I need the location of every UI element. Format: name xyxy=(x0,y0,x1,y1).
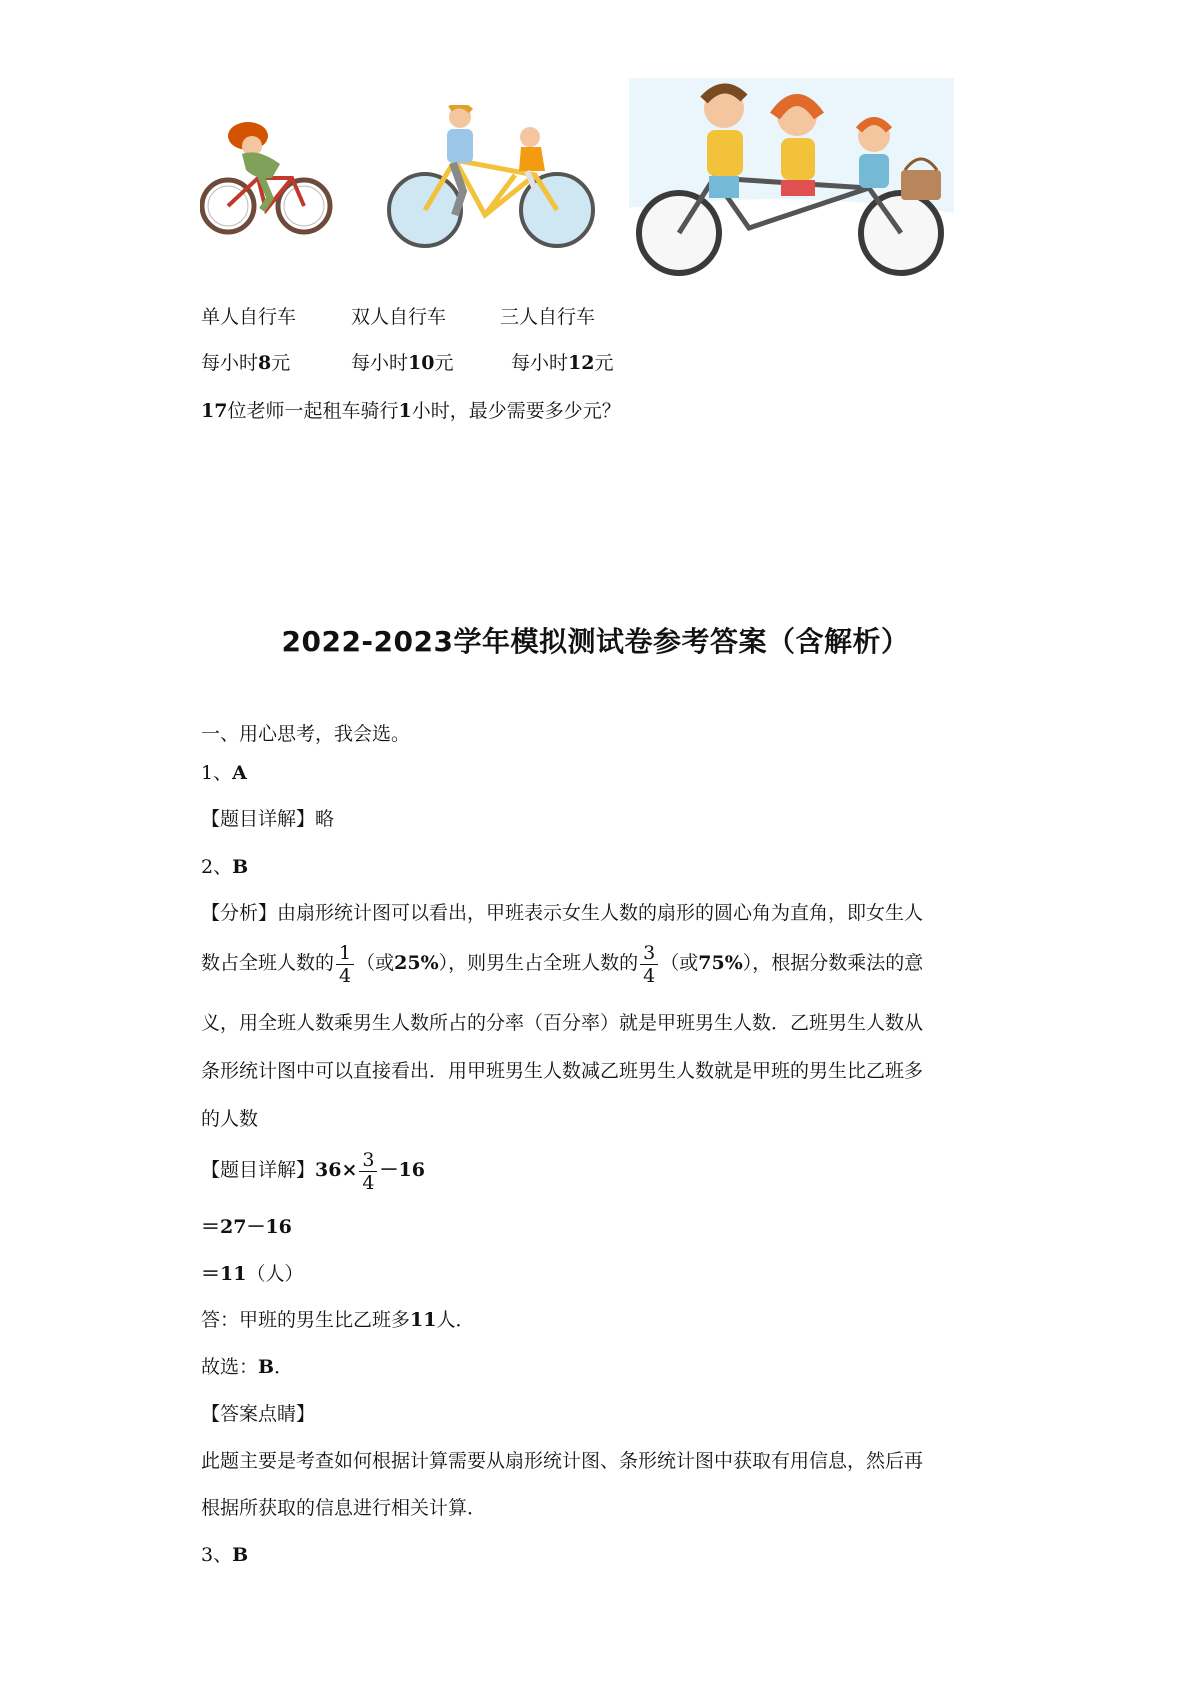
bike-name-triple: 三人自行车 xyxy=(500,306,596,328)
q2-answer-sentence: 答：甲班的男生比乙班多11人． xyxy=(201,1309,475,1331)
q3-answer: 3、B xyxy=(201,1544,249,1566)
q2-choice: 故选：B． xyxy=(201,1356,294,1378)
price-double: 每小时10元 xyxy=(351,352,454,374)
bike-names-row xyxy=(201,304,596,330)
bike-name-double: 双人自行车 xyxy=(351,306,447,328)
q2-point-tag: 【答案点睛】 xyxy=(201,1403,316,1425)
section-heading: 一、用心思考，我会选。 xyxy=(201,723,411,745)
bike-name-single: 单人自行车 xyxy=(201,306,297,328)
fraction-three-quarters-calc: $\frac{3}{4}$ xyxy=(359,1149,377,1194)
answer-title: 2022-2023学年模拟测试卷参考答案（含解析） xyxy=(281,625,910,658)
q1-detail: 【题目详解】略 xyxy=(201,808,335,830)
fraction-one-quarter: $\frac{1}{4}$ xyxy=(336,942,354,987)
tandem-bike-illustration xyxy=(385,105,600,250)
q2-point-line-2: 根据所获取的信息进行相关计算． xyxy=(201,1497,487,1519)
q2-point-line-1: 此题主要是考查如何根据计算需要从扇形统计图、条形统计图中获取有用信息，然后再 xyxy=(201,1450,924,1472)
bike-prices-row xyxy=(201,350,614,376)
price-single: 每小时8元 xyxy=(201,352,291,374)
q2-step-2: ＝11（人） xyxy=(201,1263,304,1285)
q2-step-1: ＝27－16 xyxy=(201,1216,292,1238)
price-triple: 每小时12元 xyxy=(511,352,614,374)
q2-analysis-line-1: 【分析】由扇形统计图可以看出，甲班表示女生人数的扇形的圆心角为直角，即女生人 xyxy=(201,902,924,924)
q2-analysis-line-5: 的人数 xyxy=(201,1108,259,1130)
single-bike-illustration xyxy=(200,118,335,248)
triple-bike-illustration xyxy=(629,78,954,278)
q2-analysis-line-2: 数占全班人数的 $\frac{1}{4}$ （或25%），则男生占全班人数的 $\frac{3}{4}$ （或75%），根据分数乘法的意 xyxy=(201,941,924,987)
q2-answer: 2、B xyxy=(201,856,249,878)
q2-detail-calc: 【题目详解】36× $\frac{3}{4}$ －16 xyxy=(201,1148,425,1194)
q2-analysis-line-3: 义，用全班人数乘男生人数所占的分率（百分率）就是甲班男生人数．乙班男生人数从 xyxy=(201,1012,924,1034)
question-text: 17位老师一起租车骑行1小时，最少需要多少元？ xyxy=(201,400,621,422)
q1-answer: 1、A xyxy=(201,762,247,784)
q2-analysis-line-4: 条形统计图中可以直接看出．用甲班男生人数减乙班男生人数就是甲班的男生比乙班多 xyxy=(201,1060,924,1082)
fraction-three-quarters: $\frac{3}{4}$ xyxy=(640,942,658,987)
